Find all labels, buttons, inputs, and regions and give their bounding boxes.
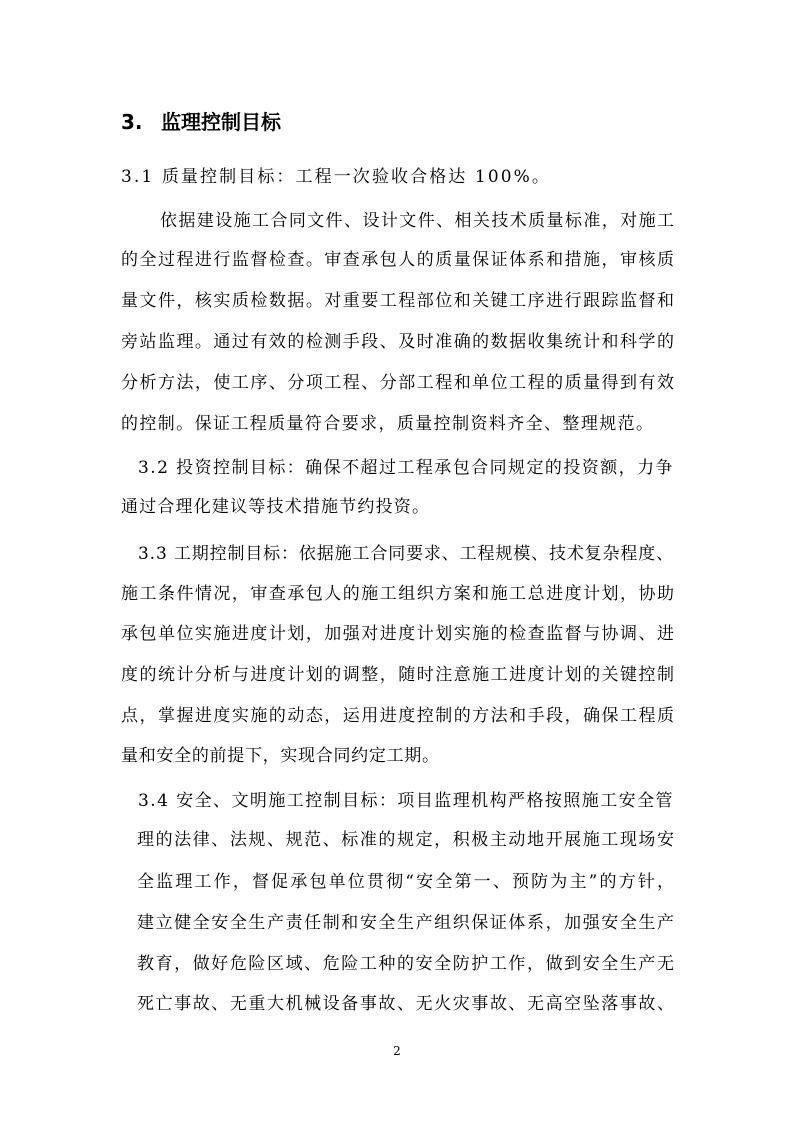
section-heading [121, 106, 281, 135]
section-3-1-line-5: 旁站监理。通过有效的检测手段、及时准确的数据收集统计和科学的 [121, 332, 676, 352]
section-3-3-line-2: 施工条件情况，审查承包人的施工组织方案和施工总进度计划，协助 [121, 584, 676, 604]
section-3-4-line-4: 建立健全安全生产责任制和安全生产组织保证体系，加强安全生产 [137, 913, 676, 933]
page-number: 2 [393, 1044, 401, 1058]
section-3-1-line-6: 分析方法，使工序、分项工程、分部工程和单位工程的质量得到有效 [121, 373, 676, 393]
section-3-4-line-2: 理的法律、法规、规范、标准的规定，积极主动地开展施工现场安 [137, 830, 676, 850]
section-3-3-line-4: 度的统计分析与进度计划的调整，随时注意施工进度计划的关键控制 [121, 665, 676, 685]
section-3-4-line-5: 教育，做好危险区域、危险工种的安全防护工作，做到安全生产无 [137, 954, 676, 974]
section-3-2-line-1: 3.2 投资控制目标：确保不超过工程承包合同规定的投资额，力争 [138, 458, 674, 478]
section-3-1-line-4: 量文件，核实质检数据。对重要工程部位和关键工序进行跟踪监督和 [121, 291, 676, 311]
section-heading-title: 监理控制目标 [161, 110, 281, 134]
section-3-4-line-3: 全监理工作，督促承包单位贯彻“安全第一、预防为主”的方针， [137, 872, 677, 892]
section-3-3-line-3: 承包单位实施进度计划，加强对进度计划实施的检查监督与协调、进 [121, 624, 676, 644]
section-3-3-line-6: 量和安全的前提下，实现合同约定工期。 [121, 746, 440, 766]
section-3-3-line-1: 3.3 工期控制目标：依据施工合同要求、工程规模、技术复杂程度、 [138, 544, 674, 564]
section-3-1-line-1: 3.1 质量控制目标：工程一次验收合格达 100%。 [121, 167, 551, 187]
section-3-1-line-7: 的控制。保证工程质量符合要求，质量控制资料齐全、整理规范。 [121, 414, 655, 434]
section-heading-number: 3. [121, 110, 143, 134]
section-3-1-line-3: 的全过程进行监督检查。审查承包人的质量保证体系和措施，审核质 [121, 250, 676, 270]
section-3-4-line-1: 3.4 安全、文明施工控制目标：项目监理机构严格按照施工安全管 [138, 791, 674, 811]
section-3-2-line-2: 通过合理化建议等技术措施节约投资。 [121, 497, 431, 517]
section-3-3-line-5: 点，掌握进度实施的动态，运用进度控制的方法和手段，确保工程质 [121, 706, 676, 726]
section-3-1-line-2: 依据建设施工合同文件、设计文件、相关技术质量标准，对施工 [160, 211, 676, 231]
section-3-4-line-6: 死亡事故、无重大机械设备事故、无火灾事故、无高空坠落事故、 [137, 994, 676, 1014]
